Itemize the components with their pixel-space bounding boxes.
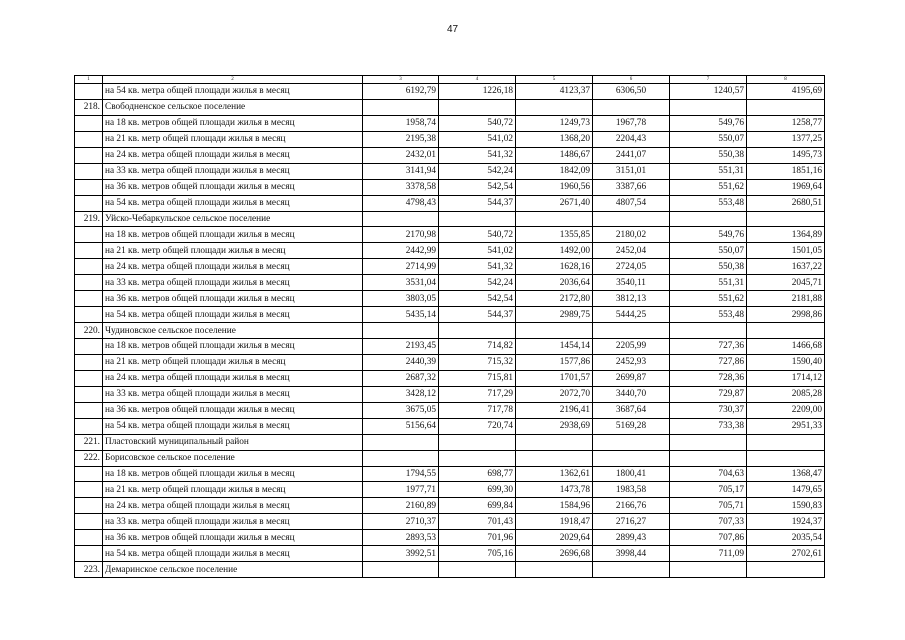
row-label: на 18 кв. метров общей площади жилья в месяц — [103, 227, 363, 243]
value-cell: 551,31 — [670, 275, 747, 291]
row-index — [75, 243, 103, 259]
value-cell: 3998,44 — [593, 546, 670, 562]
row-index — [75, 179, 103, 195]
value-cell: 717,29 — [439, 386, 516, 402]
table-row — [75, 291, 825, 307]
value-cell — [363, 450, 439, 466]
row-index: 219. — [75, 211, 103, 227]
value-cell — [516, 99, 593, 115]
value-cell: 4195,69 — [747, 84, 825, 100]
value-cell: 2036,64 — [516, 275, 593, 291]
row-label: на 54 кв. метра общей площади жилья в месяц — [103, 84, 363, 100]
value-cell: 1454,14 — [516, 339, 593, 355]
row-label: на 33 кв. метра общей площади жилья в месяц — [103, 386, 363, 402]
row-index — [75, 275, 103, 291]
value-cell: 1368,47 — [747, 466, 825, 482]
value-cell — [516, 434, 593, 450]
value-cell: 5169,28 — [593, 418, 670, 434]
row-index — [75, 466, 103, 482]
table-row — [75, 514, 825, 530]
value-cell: 2724,05 — [593, 259, 670, 275]
value-cell: 1628,16 — [516, 259, 593, 275]
value-cell: 541,02 — [439, 131, 516, 147]
value-cell — [670, 450, 747, 466]
value-cell: 5156,64 — [363, 418, 439, 434]
value-cell: 4123,37 — [516, 84, 593, 100]
value-cell — [593, 99, 670, 115]
row-label: Уйско-Чебаркульское сельское поселение — [103, 211, 363, 227]
value-cell: 3141,94 — [363, 163, 439, 179]
value-cell: 2166,76 — [593, 498, 670, 514]
value-cell: 4807,54 — [593, 195, 670, 211]
value-cell: 551,62 — [670, 291, 747, 307]
value-cell: 542,24 — [439, 163, 516, 179]
value-cell: 2440,39 — [363, 354, 439, 370]
value-cell: 1983,58 — [593, 482, 670, 498]
row-label: на 54 кв. метра общей площади жилья в месяц — [103, 195, 363, 211]
value-cell: 550,38 — [670, 259, 747, 275]
table-row — [75, 147, 825, 163]
row-label: на 33 кв. метра общей площади жилья в месяц — [103, 275, 363, 291]
value-cell — [670, 99, 747, 115]
value-cell: 1851,16 — [747, 163, 825, 179]
table-row — [75, 227, 825, 243]
row-label: на 36 кв. метров общей площади жилья в месяц — [103, 402, 363, 418]
value-cell: 1240,57 — [670, 84, 747, 100]
value-cell: 3531,04 — [363, 275, 439, 291]
row-index — [75, 84, 103, 100]
value-cell: 541,32 — [439, 147, 516, 163]
value-cell — [747, 323, 825, 339]
row-label: на 54 кв. метра общей площади жилья в месяц — [103, 546, 363, 562]
value-cell: 714,82 — [439, 339, 516, 355]
value-cell — [747, 211, 825, 227]
value-cell — [670, 434, 747, 450]
value-cell: 1924,37 — [747, 514, 825, 530]
value-cell: 540,72 — [439, 115, 516, 131]
column-number: 4 — [439, 76, 516, 84]
value-cell: 1960,56 — [516, 179, 593, 195]
value-cell: 3687,64 — [593, 402, 670, 418]
table-row — [75, 259, 825, 275]
value-cell — [593, 211, 670, 227]
value-cell — [670, 323, 747, 339]
row-index — [75, 163, 103, 179]
value-cell: 2442,99 — [363, 243, 439, 259]
value-cell: 715,32 — [439, 354, 516, 370]
value-cell: 1364,89 — [747, 227, 825, 243]
value-cell: 1466,68 — [747, 339, 825, 355]
row-label: на 21 кв. метр общей площади жилья в месяц — [103, 131, 363, 147]
value-cell: 704,63 — [670, 466, 747, 482]
row-label: на 21 кв. метр общей площади жилья в месяц — [103, 482, 363, 498]
table-row — [75, 115, 825, 131]
value-cell: 4798,43 — [363, 195, 439, 211]
value-cell: 542,54 — [439, 291, 516, 307]
value-cell: 2181,88 — [747, 291, 825, 307]
value-cell: 1714,12 — [747, 370, 825, 386]
row-index — [75, 482, 103, 498]
value-cell: 2029,64 — [516, 530, 593, 546]
value-cell: 1918,47 — [516, 514, 593, 530]
row-label: на 18 кв. метров общей площади жилья в месяц — [103, 339, 363, 355]
table-row — [75, 195, 825, 211]
row-index — [75, 514, 103, 530]
value-cell: 540,72 — [439, 227, 516, 243]
value-cell: 2710,37 — [363, 514, 439, 530]
value-cell: 544,37 — [439, 195, 516, 211]
row-label: на 24 кв. метра общей площади жилья в месяц — [103, 498, 363, 514]
value-cell: 2899,43 — [593, 530, 670, 546]
value-cell — [593, 450, 670, 466]
row-index — [75, 339, 103, 355]
value-cell: 1486,67 — [516, 147, 593, 163]
row-label: на 36 кв. метров общей площади жилья в месяц — [103, 530, 363, 546]
table-row — [75, 339, 825, 355]
value-cell: 2072,70 — [516, 386, 593, 402]
value-cell: 1701,57 — [516, 370, 593, 386]
row-index — [75, 147, 103, 163]
row-label: Свободненское сельское поселение — [103, 99, 363, 115]
value-cell: 730,37 — [670, 402, 747, 418]
table-row — [75, 243, 825, 259]
value-cell — [439, 562, 516, 578]
table-row — [75, 307, 825, 323]
column-number: 1 — [75, 76, 103, 84]
value-cell: 1977,71 — [363, 482, 439, 498]
value-cell: 549,76 — [670, 115, 747, 131]
value-cell: 2893,53 — [363, 530, 439, 546]
value-cell — [516, 211, 593, 227]
value-cell: 3812,13 — [593, 291, 670, 307]
value-cell: 6306,50 — [593, 84, 670, 100]
value-cell: 2702,61 — [747, 546, 825, 562]
value-cell: 2687,32 — [363, 370, 439, 386]
value-cell: 2045,71 — [747, 275, 825, 291]
value-cell: 1501,05 — [747, 243, 825, 259]
row-index — [75, 115, 103, 131]
column-number-row — [75, 76, 825, 84]
value-cell — [747, 562, 825, 578]
row-label: на 54 кв. метра общей площади жилья в месяц — [103, 307, 363, 323]
value-cell: 3675,05 — [363, 402, 439, 418]
page-number: 47 — [446, 24, 459, 35]
value-cell: 2196,41 — [516, 402, 593, 418]
value-cell: 551,31 — [670, 163, 747, 179]
value-cell: 5444,25 — [593, 307, 670, 323]
row-label: на 33 кв. метра общей площади жилья в месяц — [103, 163, 363, 179]
value-cell: 1377,25 — [747, 131, 825, 147]
value-cell: 698,77 — [439, 466, 516, 482]
value-cell — [593, 323, 670, 339]
value-cell: 1590,83 — [747, 498, 825, 514]
value-cell: 1226,18 — [439, 84, 516, 100]
value-cell: 3428,12 — [363, 386, 439, 402]
table-row — [75, 370, 825, 386]
value-cell: 705,17 — [670, 482, 747, 498]
row-label: на 54 кв. метра общей площади жилья в месяц — [103, 418, 363, 434]
row-index — [75, 530, 103, 546]
value-cell — [439, 99, 516, 115]
value-cell: 728,36 — [670, 370, 747, 386]
value-cell: 3992,51 — [363, 546, 439, 562]
column-number: 7 — [670, 76, 747, 84]
value-cell — [747, 434, 825, 450]
row-label: на 36 кв. метров общей площади жилья в месяц — [103, 179, 363, 195]
value-cell: 2432,01 — [363, 147, 439, 163]
value-cell: 2035,54 — [747, 530, 825, 546]
value-cell: 727,36 — [670, 339, 747, 355]
table-row — [75, 466, 825, 482]
value-cell: 2452,93 — [593, 354, 670, 370]
value-cell: 2696,68 — [516, 546, 593, 562]
value-cell: 2441,07 — [593, 147, 670, 163]
value-cell: 542,54 — [439, 179, 516, 195]
value-cell: 1590,40 — [747, 354, 825, 370]
value-cell — [593, 562, 670, 578]
value-cell — [670, 562, 747, 578]
value-cell: 1495,73 — [747, 147, 825, 163]
row-index — [75, 291, 103, 307]
value-cell: 2938,69 — [516, 418, 593, 434]
value-cell: 3540,11 — [593, 275, 670, 291]
value-cell: 2085,28 — [747, 386, 825, 402]
value-cell: 1249,73 — [516, 115, 593, 131]
value-cell: 1473,78 — [516, 482, 593, 498]
table-row — [75, 99, 825, 115]
row-label: Борисовское сельское поселение — [103, 450, 363, 466]
value-cell: 699,30 — [439, 482, 516, 498]
row-index: 220. — [75, 323, 103, 339]
value-cell — [363, 323, 439, 339]
row-label: на 24 кв. метра общей площади жилья в месяц — [103, 370, 363, 386]
table-row — [75, 211, 825, 227]
value-cell: 541,32 — [439, 259, 516, 275]
value-cell — [363, 99, 439, 115]
value-cell: 544,37 — [439, 307, 516, 323]
value-cell: 550,38 — [670, 147, 747, 163]
table-row — [75, 386, 825, 402]
row-index — [75, 370, 103, 386]
row-index — [75, 418, 103, 434]
value-cell: 553,48 — [670, 307, 747, 323]
row-label: на 36 кв. метров общей площади жилья в месяц — [103, 291, 363, 307]
value-cell: 553,48 — [670, 195, 747, 211]
table-row — [75, 450, 825, 466]
value-cell — [747, 99, 825, 115]
value-cell: 717,78 — [439, 402, 516, 418]
value-cell: 1355,85 — [516, 227, 593, 243]
value-cell: 5435,14 — [363, 307, 439, 323]
value-cell: 2716,27 — [593, 514, 670, 530]
column-number: 5 — [516, 76, 593, 84]
value-cell — [363, 434, 439, 450]
value-cell: 2170,98 — [363, 227, 439, 243]
value-cell: 550,07 — [670, 243, 747, 259]
row-index — [75, 307, 103, 323]
value-cell: 2180,02 — [593, 227, 670, 243]
value-cell: 2209,00 — [747, 402, 825, 418]
value-cell: 2160,89 — [363, 498, 439, 514]
value-cell: 2452,04 — [593, 243, 670, 259]
value-cell: 707,33 — [670, 514, 747, 530]
value-cell: 1362,61 — [516, 466, 593, 482]
column-number: 2 — [103, 76, 363, 84]
column-number: 3 — [363, 76, 439, 84]
row-index — [75, 546, 103, 562]
value-cell: 1637,22 — [747, 259, 825, 275]
value-cell: 2193,45 — [363, 339, 439, 355]
value-cell: 1794,55 — [363, 466, 439, 482]
row-index — [75, 386, 103, 402]
value-cell: 541,02 — [439, 243, 516, 259]
table-row — [75, 418, 825, 434]
value-cell: 699,84 — [439, 498, 516, 514]
value-cell — [747, 450, 825, 466]
value-cell: 1492,00 — [516, 243, 593, 259]
table-row — [75, 354, 825, 370]
row-label: на 24 кв. метра общей площади жилья в месяц — [103, 147, 363, 163]
value-cell — [516, 562, 593, 578]
table-row — [75, 163, 825, 179]
value-cell: 705,16 — [439, 546, 516, 562]
row-index: 218. — [75, 99, 103, 115]
value-cell: 1258,77 — [747, 115, 825, 131]
value-cell — [439, 434, 516, 450]
value-cell: 729,87 — [670, 386, 747, 402]
value-cell: 2951,33 — [747, 418, 825, 434]
value-cell: 2699,87 — [593, 370, 670, 386]
row-label: на 33 кв. метра общей площади жилья в месяц — [103, 514, 363, 530]
row-index — [75, 259, 103, 275]
value-cell — [439, 450, 516, 466]
value-cell: 1800,41 — [593, 466, 670, 482]
value-cell: 2714,99 — [363, 259, 439, 275]
value-cell: 1958,74 — [363, 115, 439, 131]
table-row — [75, 179, 825, 195]
value-cell: 3387,66 — [593, 179, 670, 195]
value-cell: 1842,09 — [516, 163, 593, 179]
row-index — [75, 402, 103, 418]
value-cell: 705,71 — [670, 498, 747, 514]
table-body — [75, 76, 825, 578]
table-row — [75, 402, 825, 418]
column-number: 8 — [747, 76, 825, 84]
row-index — [75, 498, 103, 514]
row-index — [75, 195, 103, 211]
value-cell: 3803,05 — [363, 291, 439, 307]
table-row — [75, 131, 825, 147]
value-cell: 2998,86 — [747, 307, 825, 323]
value-cell — [593, 434, 670, 450]
row-label: на 24 кв. метра общей площади жилья в месяц — [103, 259, 363, 275]
row-index: 222. — [75, 450, 103, 466]
value-cell: 2195,38 — [363, 131, 439, 147]
row-label: на 21 кв. метр общей площади жилья в месяц — [103, 243, 363, 259]
value-cell: 733,38 — [670, 418, 747, 434]
row-label: Пластовский муниципальный район — [103, 434, 363, 450]
row-index — [75, 227, 103, 243]
value-cell: 542,24 — [439, 275, 516, 291]
column-number: 6 — [593, 76, 670, 84]
row-label: на 18 кв. метров общей площади жилья в месяц — [103, 115, 363, 131]
table-row — [75, 84, 825, 100]
value-cell: 727,86 — [670, 354, 747, 370]
table-row — [75, 530, 825, 546]
table-row — [75, 275, 825, 291]
row-label: Чудиновское сельское поселение — [103, 323, 363, 339]
value-cell: 701,43 — [439, 514, 516, 530]
value-cell: 2680,51 — [747, 195, 825, 211]
value-cell: 2204,43 — [593, 131, 670, 147]
value-cell: 549,76 — [670, 227, 747, 243]
table-row — [75, 562, 825, 578]
value-cell — [439, 211, 516, 227]
row-index: 223. — [75, 562, 103, 578]
value-cell: 707,86 — [670, 530, 747, 546]
value-cell: 2671,40 — [516, 195, 593, 211]
value-cell — [363, 562, 439, 578]
table-row — [75, 323, 825, 339]
table-row — [75, 498, 825, 514]
value-cell — [670, 211, 747, 227]
value-cell — [516, 323, 593, 339]
value-cell: 1584,96 — [516, 498, 593, 514]
value-cell: 1969,64 — [747, 179, 825, 195]
value-cell: 1967,78 — [593, 115, 670, 131]
value-cell: 711,09 — [670, 546, 747, 562]
row-index — [75, 131, 103, 147]
value-cell: 1479,65 — [747, 482, 825, 498]
table-row — [75, 546, 825, 562]
value-cell: 3378,58 — [363, 179, 439, 195]
value-cell: 720,74 — [439, 418, 516, 434]
value-cell — [439, 323, 516, 339]
value-cell — [363, 211, 439, 227]
value-cell: 715,81 — [439, 370, 516, 386]
value-cell: 1577,86 — [516, 354, 593, 370]
value-cell: 550,07 — [670, 131, 747, 147]
value-cell: 1368,20 — [516, 131, 593, 147]
row-label: на 18 кв. метров общей площади жилья в месяц — [103, 466, 363, 482]
row-label: на 21 кв. метр общей площади жилья в месяц — [103, 354, 363, 370]
value-cell: 3151,01 — [593, 163, 670, 179]
value-cell: 2172,80 — [516, 291, 593, 307]
row-index — [75, 354, 103, 370]
value-cell: 551,62 — [670, 179, 747, 195]
table-row — [75, 434, 825, 450]
row-index: 221. — [75, 434, 103, 450]
row-label: Демаринское сельское поселение — [103, 562, 363, 578]
value-cell: 701,96 — [439, 530, 516, 546]
table-row — [75, 482, 825, 498]
value-cell — [516, 450, 593, 466]
value-cell: 2205,99 — [593, 339, 670, 355]
value-cell: 2989,75 — [516, 307, 593, 323]
value-cell: 6192,79 — [363, 84, 439, 100]
value-cell: 3440,70 — [593, 386, 670, 402]
tariff-table — [74, 75, 825, 578]
